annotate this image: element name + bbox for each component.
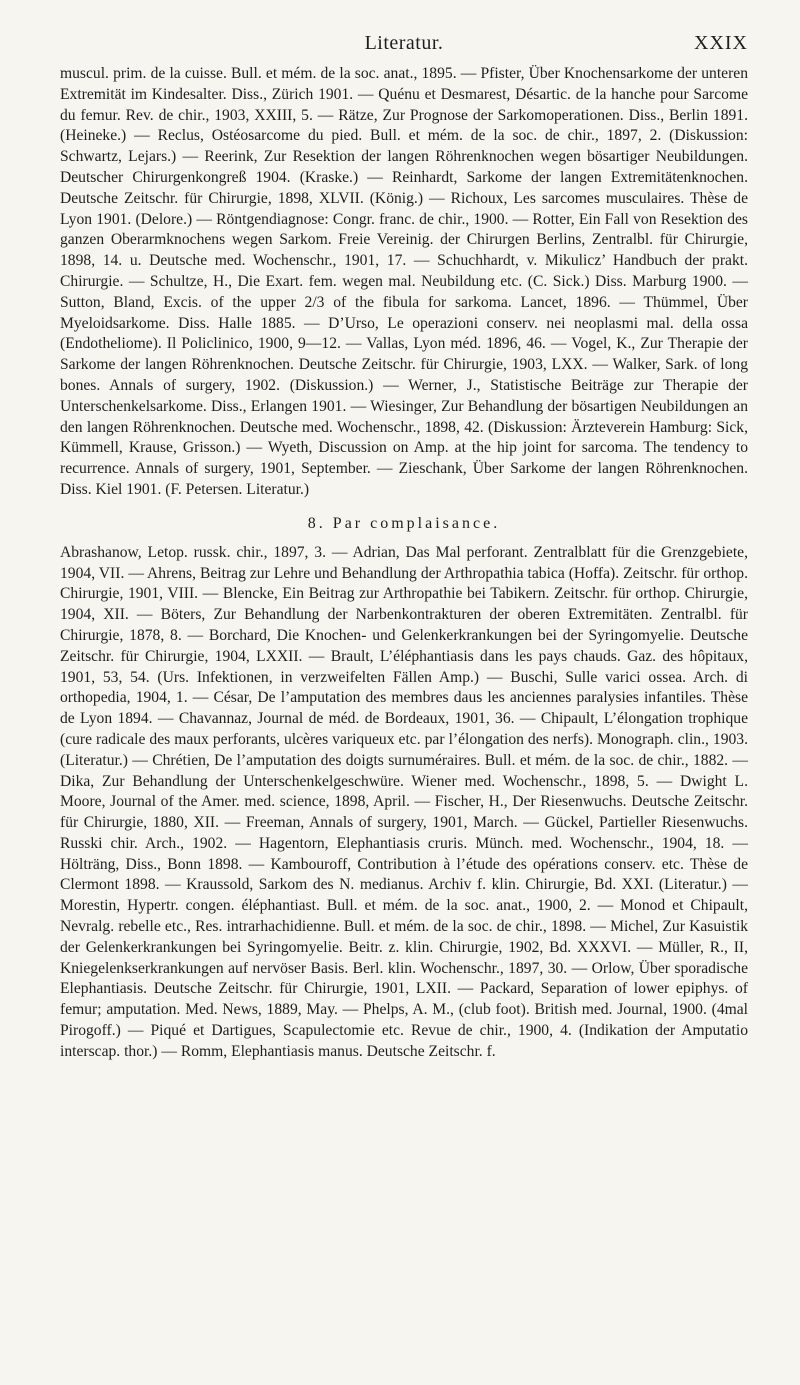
bibliography-paragraph-sarcoma: muscul. prim. de la cuisse. Bull. et mém. de la soc. anat., 1895. — Pfister, Über Knochensarkome der unteren Extremität im Kindesalter. Diss., Zürich 1901. — Quénu et Desmarest, Désartic. de la hanche pour Sarcome du femur. Rev. de chir., 1903, XXIII, 5. — Rätze, Zur Prognose der Sarkomoperationen. Diss., Berlin 1891. (Heineke.) — Reclus, Ostéosarcome du pied. Bull. et mém. de la soc. de chir., 1897, 2. (Diskussion: Schwartz, Lejars.) — Reerink, Zur Resektion der langen Röhrenknochen wegen bösartiger Neubildungen. Deutscher Chirurgenkongreß 1904. (Kraske.) — Reinhardt, Sarkome der langen Extremitätenknochen. Deutsche Zeitschr. für Chirurgie, 1898, XLVII. (König.) — Richoux, Les sarcomes musculaires. Thèse de Lyon 1901. (Delore.) — Röntgendiagnose: Congr. franc. de chir., 1900. — Rotter, Ein Fall von Resektion des ganzen Oberarmknochens wegen Sarkom. Freie Vereinig. der Chirurgen Berlins, Zentralbl. für Chirurgie, 1898, 14. u. Deutsche med. Wochenschr., 1901, 17. — Schuchhardt, v. Mikulicz’ Handbuch der prakt. Chirurgie. — Schultze, H., Die Exart. fem. wegen mal. Neubildung etc. (C. Sick.) Diss. Marburg 1900. — Sutton, Bland, Excis. of the upper 2/3 of the fibula for sarkoma. Lancet, 1896. — Thümmel, Über Myeloidsarkome. Diss. Halle 1885. — D’Urso, Le operazioni conserv. nei neoplasmi mal. della ossa (Endotheliome). Il Policlinico, 1900, 9—12. — Vallas, Lyon méd. 1896, 46. — Vogel, K., Zur Therapie der Sarkome der langen Röhrenknochen. Deutsche Zeitschr. für Chirurgie, 1903, LXX. — Walker, Sark. of long bones. Annals of surgery, 1902. (Diskussion.) — Werner, J., Statistische Beiträge zur Therapie der Unterschenkelsarkome. Diss., Erlangen 1901. — Wiesinger, Zur Behandlung der bösartigen Neubildungen an den langen Röhrenknochen. Deutsche med. Wochenschr., 1898, 42. (Diskussion: Ärzteverein Hamburg: Sick, Kümmell, Krause, Grisson.) — Wyeth, Discussion on Amp. at the hip joint for sarcoma. The tendency to recurrence. Annals of surgery, 1901, September. — Zieschank, Über Sarkome der langen Röhrenknochen. Diss. Kiel 1901. (F. Petersen. Literatur.)	[60, 65, 748, 498]
page-header	[60, 22, 748, 64]
section-heading: 8. Par complaisance.	[307, 514, 501, 532]
bibliography-paragraph-par-complaisance: Abrashanow, Letop. russk. chir., 1897, 3. — Adrian, Das Mal perforant. Zentralblatt für die Grenzgebiete, 1904, VII. — Ahrens, Beitrag zur Lehre und Behandlung der Arthropathia tabica (Hoffa). Zeitschr. für orthop. Chirurgie, 1901, VIII. — Blencke, Ein Beitrag zur Arthropathie bei Tabikern. Zeitschr. für orthop. Chirurgie, 1904, XII. — Böters, Zur Behandlung der Narbenkontrakturen der oberen Extremitäten. Zentralbl. für Chirurgie, 1878, 8. — Borchard, Die Knochen- und Gelenkerkrankungen bei der Syringomyelie. Deutsche Zeitschr. für Chirurgie, 1904, LXXII. — Brault, L’éléphantiasis dans les pays chauds. Gaz. des hôpitaux, 1901, 53, 54. (Urs. Infektionen, in verzweifelten Fällen Amp.) — Buschi, Sulle varici ossea. Arch. di orthopedia, 1904, 1. — César, De l’amputation des membres daus les anciennes paralysies infantiles. Thèse de Lyon 1894. — Chavannaz, Journal de méd. de Bordeaux, 1901, 36. — Chipault, L’élongation trophique (cure radicale des maux perforants, ulcères variqueux etc. par l’élongation des nerfs). Monograph. clin., 1903. (Literatur.) — Chrétien, De l’amputation des doigts surnuméraires. Bull. et mém. de la soc. de chir., 1882. — Dika, Zur Behandlung der Unterschenkelgeschwüre. Wiener med. Wochenschr., 1898, 5. — Dwight L. Moore, Journal of the Amer. med. science, 1898, April. — Fischer, H., Der Riesenwuchs. Deutsche Zeitschr. für Chirurgie, 1880, XII. — Freeman, Annals of surgery, 1901, March. — Gückel, Partieller Riesenwuchs. Russki chir. Arch., 1902. — Hagentorn, Elephantiasis cruris. Münch. med. Wochenschr., 1904, 18. — Hölträng, Diss., Bonn 1898. — Kambouroff, Contribution à l’étude des opérations conserv. etc. Thèse de Clermont 1898. — Kraussold, Sarkom des N. medianus. Archiv f. klin. Chirurgie, Bd. XXI. (Literatur.) — Morestin, Hypertr. congen. éléphantiast. Bull. et mém. de la soc. anat., 1900, 2. — Monod et Chipault, Nevralg. rebelle etc., Res. intrarhachidienne. Bull. et mém. de la soc. de chir., 1898. — Michel, Zur Kasuistik der Gelenkerkrankungen bei Syringomyelie. Beitr. z. klin. Chirurgie, 1902, Bd. XXXVI. — Müller, R., II, Kniegelenkserkrankungen auf nervöser Basis. Berl. klin. Wochenschr., 1897, 30. — Orlow, Über sporadische Elephantiasis. Deutsche Zeitschr. für Chirurgie, 1901, LXII. — Packard, Separation of lower epiphys. of femur; amputation. Med. News, 1889, May. — Phelps, A. M., (club foot). British med. Journal, 1900. (4mal Pirogoff.) — Piqué et Dartigues, Scapulectomie etc. Revue de chir., 1900, 4. (Indikation der Amputatio interscap. thor.) — Romm, Elephantiasis manus. Deutsche Zeitschr. f.	[60, 543, 748, 1060]
running-title: Literatur.	[364, 32, 444, 54]
page-number: XXIX	[694, 32, 748, 54]
